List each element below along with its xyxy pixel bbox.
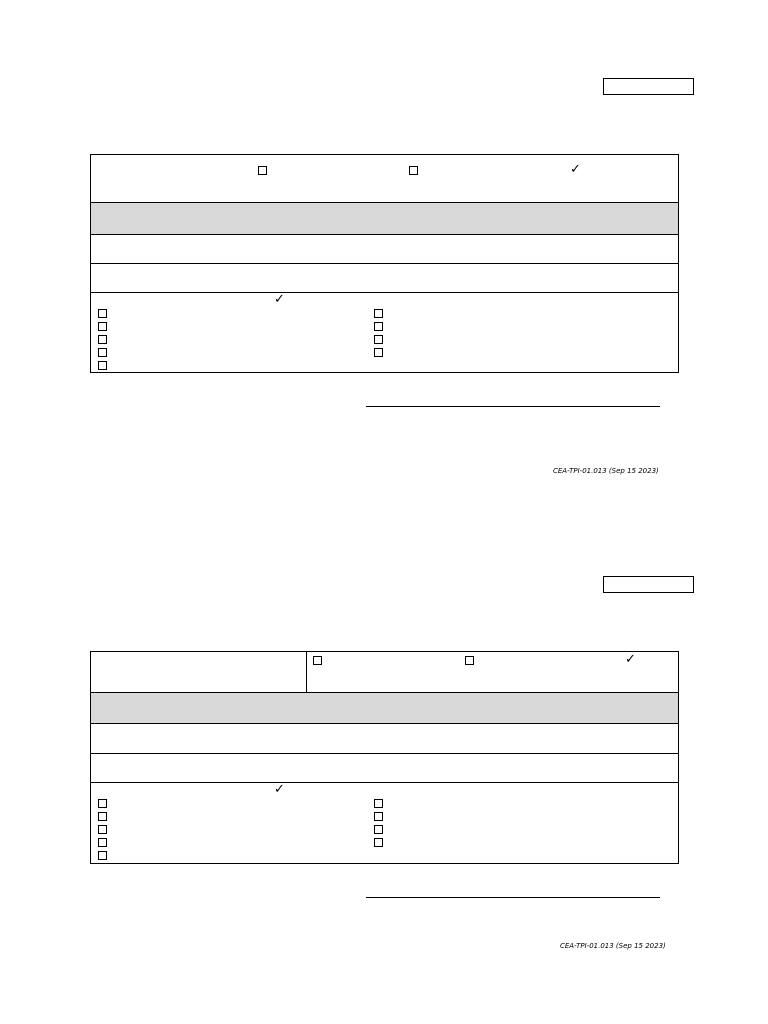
option-left-1[interactable]	[98, 799, 107, 808]
option-left-3[interactable]	[98, 825, 107, 834]
option-right-3[interactable]	[374, 335, 383, 344]
blank-row-2[interactable]	[91, 754, 678, 783]
form-table	[90, 154, 679, 373]
header-checkmark-3[interactable]: ✓	[625, 652, 636, 667]
form-id-box[interactable]	[603, 78, 694, 95]
option-right-4[interactable]	[374, 348, 383, 357]
section-header-row	[91, 693, 678, 724]
form-id-box[interactable]	[603, 576, 694, 593]
header-cell-divider	[306, 652, 307, 692]
header-checkbox-1[interactable]	[258, 166, 267, 175]
blank-row-1[interactable]	[91, 724, 678, 754]
blank-row-1[interactable]	[91, 235, 678, 264]
header-checkmark-3[interactable]: ✓	[570, 162, 581, 177]
option-right-1[interactable]	[374, 309, 383, 318]
options-section	[91, 783, 678, 865]
header-checkbox-2[interactable]	[465, 656, 474, 665]
option-right-2[interactable]	[374, 812, 383, 821]
header-row	[91, 652, 678, 693]
options-section	[91, 293, 678, 374]
option-left-5[interactable]	[98, 361, 107, 370]
option-right-4[interactable]	[374, 838, 383, 847]
option-left-2[interactable]	[98, 322, 107, 331]
signature-line[interactable]	[366, 406, 660, 407]
option-left-4[interactable]	[98, 348, 107, 357]
header-checkbox-1[interactable]	[313, 656, 322, 665]
options-checkmark[interactable]: ✓	[274, 782, 285, 797]
header-row	[91, 155, 678, 203]
options-checkmark[interactable]: ✓	[274, 292, 285, 307]
section-header-row	[91, 203, 678, 235]
option-left-4[interactable]	[98, 838, 107, 847]
option-right-2[interactable]	[374, 322, 383, 331]
blank-row-2[interactable]	[91, 264, 678, 293]
option-right-1[interactable]	[374, 799, 383, 808]
form-code-footer: CEA-TPI-01.013 (Sep 15 2023)	[553, 467, 659, 475]
option-left-2[interactable]	[98, 812, 107, 821]
option-right-3[interactable]	[374, 825, 383, 834]
header-checkbox-2[interactable]	[409, 166, 418, 175]
option-left-5[interactable]	[98, 851, 107, 860]
signature-line[interactable]	[366, 897, 660, 898]
form-table	[90, 651, 679, 864]
option-left-3[interactable]	[98, 335, 107, 344]
option-left-1[interactable]	[98, 309, 107, 318]
form-code-footer: CEA-TPI-01.013 (Sep 15 2023)	[560, 942, 666, 950]
